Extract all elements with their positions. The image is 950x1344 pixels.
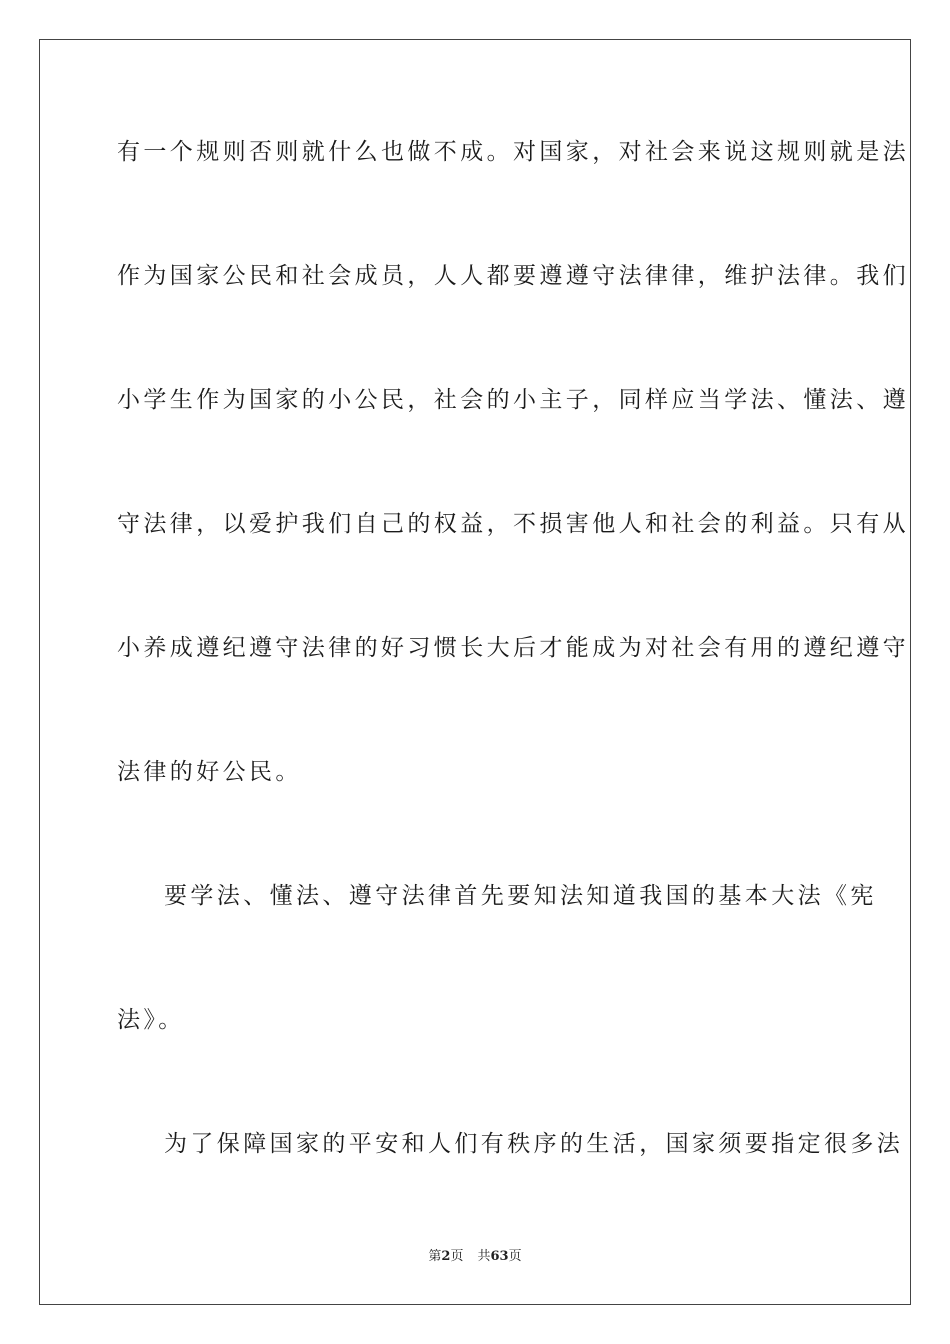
body-line-8: 法》。 [117, 1007, 185, 1033]
body-line-3: 小学生作为国家的小公民，社会的小主子，同样应当学法、懂法、遵 [117, 387, 909, 413]
body-line-4: 守法律，以爱护我们自己的权益，不损害他人和社会的利益。只有从 [117, 511, 909, 537]
page-border [39, 39, 911, 1305]
body-line-9-indented: 为了保障国家的平安和人们有秩序的生活，国家须要指定很多法 [164, 1131, 904, 1157]
footer-page-total: 63 [490, 1249, 509, 1264]
footer-total-prefix: 共 [477, 1249, 491, 1264]
body-line-1: 有一个规则否则就什么也做不成。对国家，对社会来说这规则就是法 [117, 139, 909, 165]
body-line-2: 作为国家公民和社会成员，人人都要遵遵守法律律，维护法律。我们 [117, 263, 909, 289]
footer-page-unit: 页 [450, 1249, 464, 1264]
footer-total-unit: 页 [508, 1249, 522, 1264]
page-footer [0, 1248, 950, 1266]
footer-page-current: 2 [441, 1249, 451, 1264]
footer-page-prefix: 第 [428, 1249, 442, 1264]
body-line-7-indented: 要学法、懂法、遵守法律首先要知法知道我国的基本大法《宪 [164, 883, 877, 909]
body-line-5: 小养成遵纪遵守法律的好习惯长大后才能成为对社会有用的遵纪遵守 [117, 635, 909, 661]
body-line-6: 法律的好公民。 [117, 759, 302, 785]
